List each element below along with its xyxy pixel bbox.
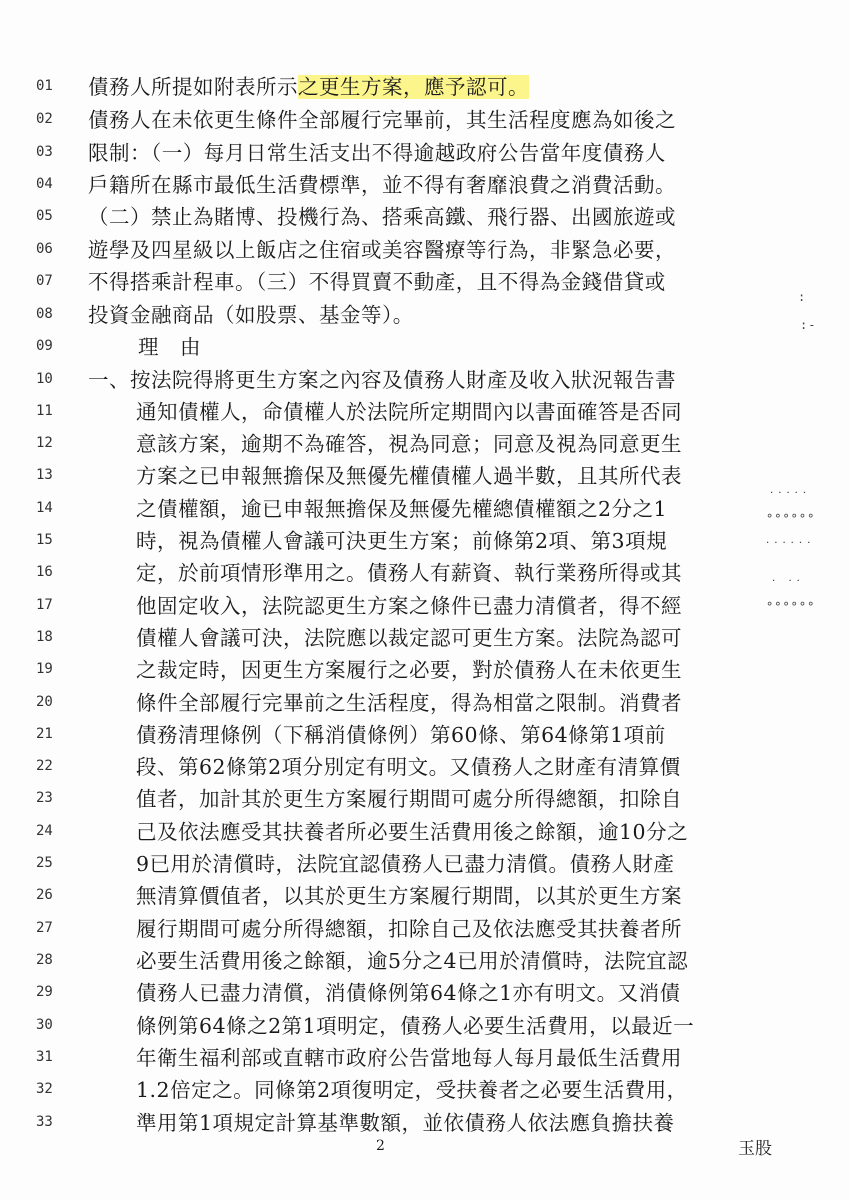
line-text: [136, 978, 681, 1008]
line-text: [88, 202, 676, 232]
line-number: 19: [36, 661, 53, 677]
text-segment: 理 由: [138, 335, 201, 359]
line-number: 12: [36, 435, 53, 451]
document-line: [0, 881, 850, 911]
line-text: [88, 170, 676, 200]
line-number: 08: [36, 306, 53, 322]
line-number: 30: [36, 1017, 53, 1033]
document-line: [0, 202, 850, 232]
document-line: [0, 688, 850, 718]
line-number: 21: [36, 726, 53, 742]
text-segment: 不得搭乘計程車。（三）不得買賣不動產，且不得為金錢借貸或: [88, 270, 666, 294]
text-segment: 值者，加計其於更生方案履行期間可處分所得總額，扣除自: [136, 787, 682, 811]
line-number: 26: [36, 887, 53, 903]
court-unit-label: 玉股: [738, 1139, 772, 1159]
text-segment: 準用第1項規定計算基準數額，並依債務人依法應負擔扶養: [136, 1111, 675, 1135]
text-segment: 限制：（一）每月日常生活支出不得逾越政府公告當年度債務人: [88, 141, 666, 165]
document-line: [0, 1011, 850, 1041]
document-line: [0, 267, 850, 297]
text-segment: 1.2倍定之。同條第2項復明定，受扶養者之必要生活費用，: [136, 1078, 688, 1102]
line-number: 22: [36, 758, 53, 774]
line-number: 09: [36, 338, 53, 354]
document-line: [0, 784, 850, 814]
line-number: 11: [36, 403, 53, 419]
text-segment: 投資金融商品（如股票、基金等）。: [88, 303, 414, 327]
line-text: [136, 397, 682, 427]
text-segment: 之裁定時，因更生方案履行之必要，對於債務人在未依更生: [136, 658, 682, 682]
line-number: 10: [36, 371, 53, 387]
document-line: [0, 591, 850, 621]
line-number: 18: [36, 629, 53, 645]
line-text: [136, 429, 682, 459]
text-segment: 債權人會議可決，法院應以裁定認可更生方案。法院為認可: [136, 626, 682, 650]
document-line: [0, 849, 850, 879]
text-segment: 一、按法院得將更生方案之內容及債務人財產及收入狀況報告書: [88, 368, 676, 392]
line-number: 05: [36, 208, 53, 224]
line-number: 20: [36, 694, 53, 710]
document-line: [0, 623, 850, 653]
line-text: [88, 72, 529, 102]
text-segment: 債務人在未依更生條件全部履行完畢前，其生活程度應為如後之: [88, 108, 676, 132]
text-segment: 年衛生福利部或直轄市政府公告當地每人每月最低生活費用: [136, 1046, 682, 1070]
line-number: 29: [36, 984, 53, 1000]
line-text: [88, 105, 676, 135]
scan-speck: °°°°°°: [766, 512, 816, 526]
line-number: 24: [36, 823, 53, 839]
line-text: [136, 1108, 675, 1138]
document-line: [0, 720, 850, 750]
line-text: [136, 881, 682, 911]
text-segment: 債務清理條例（下稱消債條例）第60條、第64條第1項前: [136, 723, 666, 747]
text-segment: 9已用於清償時，法院宜認債務人已盡力清償。債務人財產: [136, 852, 675, 876]
line-text: [136, 849, 675, 879]
document-line: [0, 655, 850, 685]
scan-speck: ˙˙˙˙˙: [768, 490, 810, 504]
line-text: [136, 623, 682, 653]
document-line: [0, 429, 850, 459]
document-line: [0, 397, 850, 427]
line-number: 01: [36, 78, 53, 94]
line-number: 17: [36, 597, 53, 613]
document-line: [0, 914, 850, 944]
document-line: [0, 138, 850, 168]
page-number: 2: [376, 1138, 385, 1154]
text-segment: 條例第64條之2第1項明定，債務人必要生活費用，以最近一: [136, 1014, 695, 1038]
line-number: 07: [36, 273, 53, 289]
line-text: [136, 720, 666, 750]
document-line: [0, 235, 850, 265]
line-number: 04: [36, 176, 53, 192]
line-text: [136, 817, 688, 847]
line-text: [136, 461, 682, 491]
document-line: [0, 170, 850, 200]
document-line: [0, 752, 850, 782]
text-segment: （二）禁止為賭博、投機行為、搭乘高鐵、飛行器、出國旅遊或: [88, 205, 676, 229]
text-segment: 條件全部履行完畢前之生活程度，得為相當之限制。消費者: [136, 691, 682, 715]
highlighted-text: 之更生方案，應予認可。: [298, 75, 529, 99]
text-segment: 債務人所提如附表所示: [88, 75, 298, 99]
document-line: [0, 1075, 850, 1105]
line-text: [88, 267, 666, 297]
scan-speck: ˙ ˙˙: [770, 578, 803, 592]
line-text: [136, 752, 681, 782]
text-segment: 意該方案，逾期不為確答，視為同意；同意及視為同意更生: [136, 432, 682, 456]
text-segment: 定，於前項情形準用之。債務人有薪資、執行業務所得或其: [136, 561, 682, 585]
line-number: 06: [36, 241, 53, 257]
scan-speck: °°°°°°: [766, 600, 816, 614]
document-line: [0, 300, 850, 330]
text-segment: 他固定收入，法院認更生方案之條件已盡力清償者，得不經: [136, 594, 682, 618]
line-text: [88, 235, 676, 265]
scan-speck: ˙˙˙˙˙˙: [764, 540, 814, 554]
document-line: [0, 494, 850, 524]
text-segment: 戶籍所在縣市最低生活費標準，並不得有奢靡浪費之消費活動。: [88, 173, 676, 197]
line-number: 15: [36, 532, 53, 548]
line-number: 33: [36, 1114, 53, 1130]
text-segment: 段、第62條第2項分別定有明文。又債務人之財產有清算價: [136, 755, 681, 779]
line-number: 02: [36, 111, 53, 127]
line-number: 31: [36, 1049, 53, 1065]
document-line: [0, 978, 850, 1008]
line-number: 28: [36, 952, 53, 968]
line-text: [136, 1043, 682, 1073]
line-text: [88, 300, 414, 330]
document-line: [0, 946, 850, 976]
line-text: [138, 332, 201, 362]
line-number: 27: [36, 920, 53, 936]
line-number: 14: [36, 500, 53, 516]
line-number: 25: [36, 855, 53, 871]
text-segment: 遊學及四星級以上飯店之住宿或美容醫療等行為，非緊急必要，: [88, 238, 676, 262]
text-segment: 之債權額，逾已申報無擔保及無優先權總債權額之2分之1: [136, 497, 668, 521]
text-segment: 通知債權人，命債權人於法院所定期間內以書面確答是否同: [136, 400, 682, 424]
line-text: [136, 526, 667, 556]
line-text: [136, 494, 667, 524]
document-line: [0, 817, 850, 847]
text-segment: 方案之已申報無擔保及無優先權債權人過半數，且其所代表: [136, 464, 682, 488]
text-segment: 己及依法應受其扶養者所必要生活費用後之餘額，逾10分之: [136, 820, 689, 844]
document-line: [0, 526, 850, 556]
line-text: [136, 558, 682, 588]
line-text: [136, 914, 682, 944]
scan-speck: :-: [800, 318, 817, 332]
line-text: [88, 138, 666, 168]
document-line: [0, 72, 850, 102]
line-text: [136, 1011, 694, 1041]
text-segment: 無清算價值者，以其於更生方案履行期間，以其於更生方案: [136, 884, 682, 908]
line-number: 32: [36, 1081, 53, 1097]
document-line: [0, 558, 850, 588]
line-text: [136, 688, 682, 718]
line-number: 03: [36, 144, 53, 160]
line-text: [136, 946, 688, 976]
document-line: [0, 365, 850, 395]
line-number: 13: [36, 467, 53, 483]
document-line: [0, 105, 850, 135]
line-text: [88, 365, 676, 395]
document-line: [0, 1108, 850, 1138]
line-text: [136, 591, 682, 621]
document-line: [0, 1043, 850, 1073]
text-segment: 債務人已盡力清償，消債條例第64條之1亦有明文。又消債: [136, 981, 681, 1005]
line-number: 23: [36, 790, 53, 806]
scan-speck: :: [798, 290, 807, 304]
document-line: [0, 461, 850, 491]
text-segment: 履行期間可處分所得總額，扣除自己及依法應受其扶養者所: [136, 917, 682, 941]
line-number: 16: [36, 564, 53, 580]
document-line: [0, 332, 850, 362]
line-text: [136, 655, 682, 685]
text-segment: 時，視為債權人會議可決更生方案；前條第2項、第3項規: [136, 529, 668, 553]
line-text: [136, 1075, 688, 1105]
line-text: [136, 784, 682, 814]
text-segment: 必要生活費用後之餘額，逾5分之4已用於清償時，法院宜認: [136, 949, 689, 973]
